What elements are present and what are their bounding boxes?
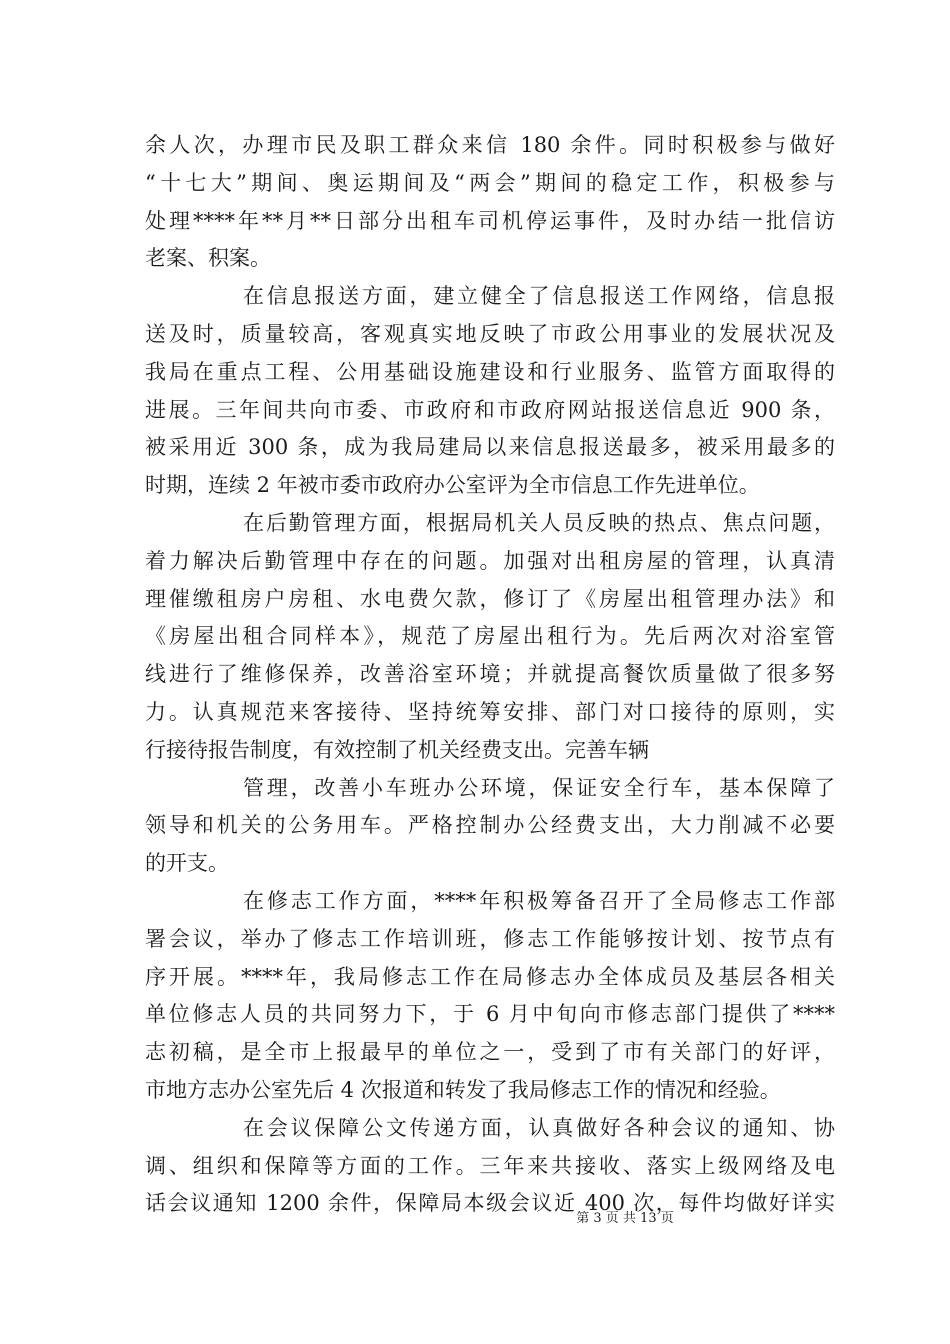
text-line: 在后勤管理方面，根据局机关人员反映的热点、焦点问题， xyxy=(243,510,835,535)
page-footer xyxy=(0,1207,950,1226)
text-line: 话会议通知 1200 余件，保障局本级会议近 400 次，每件均做好详实 xyxy=(145,1191,835,1216)
text-line: 力。认真规范来客接待、坚持统筹安排、部门对口接待的原则，实 xyxy=(145,699,835,724)
text-line: 着力解决后勤管理中存在的问题。加强对出租房屋的管理，认真清 xyxy=(145,548,835,573)
text-line: 行接待报告制度，有效控制了机关经费支出。完善车辆 xyxy=(145,737,649,762)
text-line: 管理，改善小车班办公环境，保证安全行车，基本保障了 xyxy=(243,775,835,800)
text-line: 处理****年**月**日部分出租车司机停运事件，及时办结一批信访 xyxy=(145,208,835,233)
text-line: 在修志工作方面，****年积极筹备召开了全局修志工作部 xyxy=(243,888,835,913)
text-line: 的开支。 xyxy=(145,851,229,876)
text-line: 我局在重点工程、公用基础设施建设和行业服务、监管方面取得的 xyxy=(145,359,835,384)
text-line: 在信息报送方面，建立健全了信息报送工作网络，信息报 xyxy=(243,284,835,309)
text-line: 署会议，举办了修志工作培训班，修志工作能够按计划、按节点有 xyxy=(145,926,835,951)
document-body xyxy=(145,127,835,1223)
text-line: 送及时，质量较高，客观真实地反映了市政公用事业的发展状况及 xyxy=(145,321,835,346)
text-line: 市地方志办公室先后 4 次报道和转发了我局修志工作的情况和经验。 xyxy=(145,1077,781,1102)
text-line: 调、组织和保障等方面的工作。三年来共接收、落实上级网络及电 xyxy=(145,1153,835,1178)
paragraph xyxy=(145,883,835,1110)
text-line: 线进行了维修保养，改善浴室环境；并就提高餐饮质量做了很多努 xyxy=(145,662,835,687)
text-line: “十七大”期间、奥运期间及“两会”期间的稳定工作，积极参与 xyxy=(145,170,835,195)
text-line: 被采用近 300 条，成为我局建局以来信息报送最多，被采用最多的 xyxy=(145,435,835,460)
text-line: 在会议保障公文传递方面，认真做好各种会议的通知、协 xyxy=(243,1115,835,1140)
paragraph xyxy=(145,505,835,770)
text-line: 老案、积案。 xyxy=(145,246,271,271)
text-line: 《房屋出租合同样本》，规范了房屋出租行为。先后两次对浴室管 xyxy=(145,624,835,649)
text-line: 时期，连续 2 年被市委市政府办公室评为全市信息工作先进单位。 xyxy=(145,473,760,498)
text-line: 进展。三年间共向市委、市政府和市政府网站报送信息近 900 条， xyxy=(145,397,835,422)
text-line: 单位修志人员的共同努力下，于 6 月中旬向市修志部门提供了**** xyxy=(145,1002,835,1027)
text-line: 序开展。****年，我局修志工作在局修志办全体成员及基层各相关 xyxy=(145,964,835,989)
text-line: 领导和机关的公务用车。严格控制办公经费支出，大力削减不必要 xyxy=(145,813,835,838)
paragraph xyxy=(145,278,835,505)
text-line: 志初稿，是全市上报最早的单位之一，受到了市有关部门的好评， xyxy=(145,1040,835,1065)
text-line: 余人次，办理市民及职工群众来信 180 余件。同时积极参与做好 xyxy=(145,133,835,157)
paragraph xyxy=(145,770,835,883)
text-line: 理催缴租房户房租、水电费欠款，修订了《房屋出租管理办法》和 xyxy=(145,586,835,611)
page-number: 第 3 页 共 13 页 xyxy=(576,1211,674,1226)
paragraph xyxy=(145,127,835,278)
